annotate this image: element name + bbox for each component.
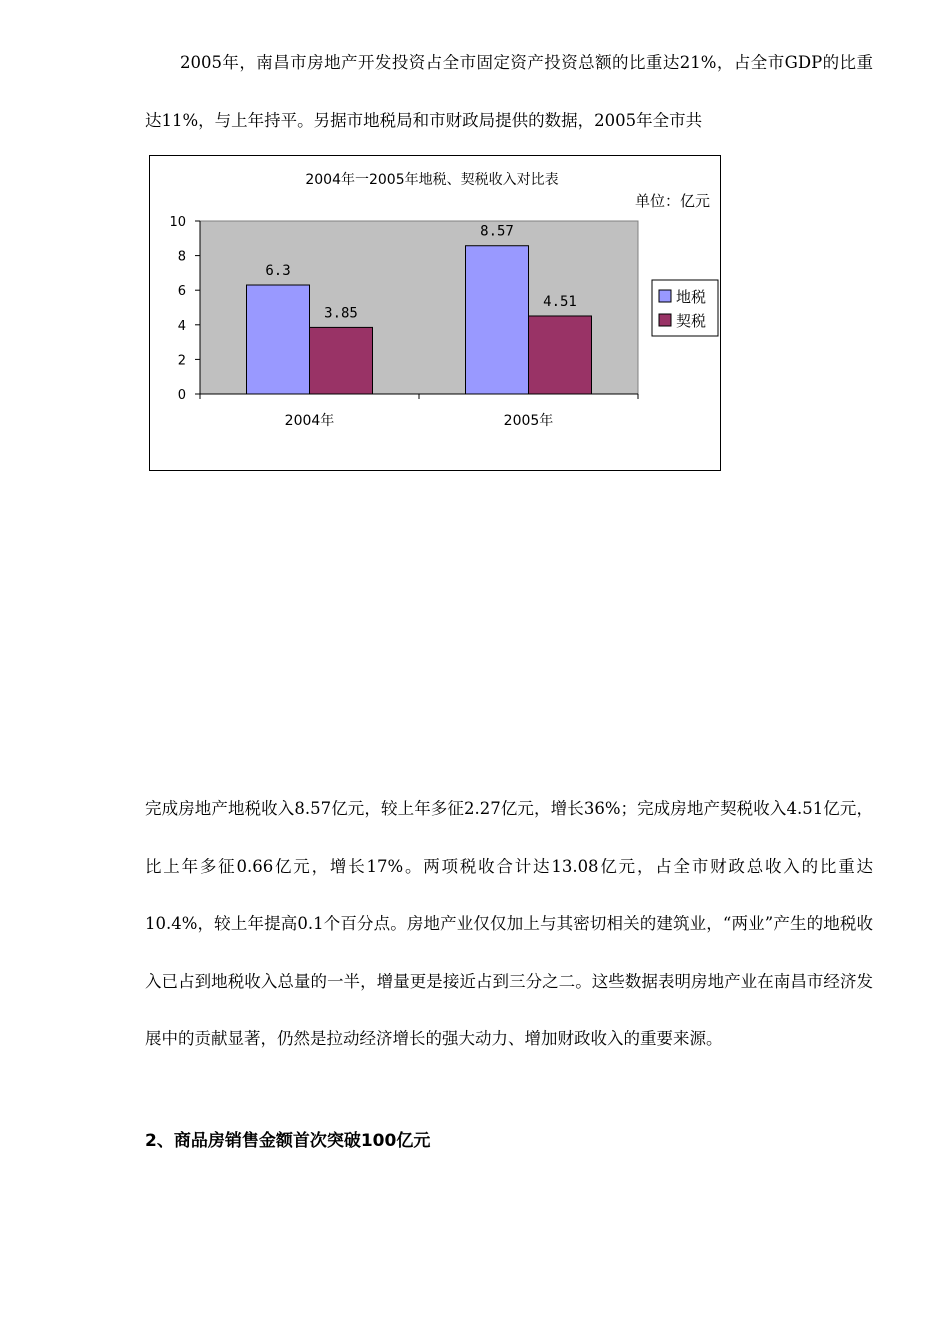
legend-label: 契税 — [676, 312, 707, 330]
paragraph-intro: 2005年，南昌市房地产开发投资占全市固定资产投资总额的比重达21%，占全市GDP的比重达11%，与上年持平。另据市地税局和市财政局提供的数据，2005年全市共 — [145, 53, 873, 130]
y-tick-label: 4 — [177, 318, 186, 334]
y-tick-label: 8 — [177, 249, 186, 265]
legend-swatch — [659, 290, 671, 302]
y-tick-label: 6 — [177, 284, 186, 300]
section-heading: 2、商品房销售金额首次突破100亿元 — [145, 1131, 431, 1151]
y-tick-label: 0 — [177, 388, 186, 403]
legend-label: 地税 — [676, 288, 707, 306]
bar-deed-tax — [529, 316, 592, 394]
data-label: 4.51 — [543, 293, 577, 310]
data-label: 3.85 — [324, 305, 358, 322]
paragraph-tax-revenue: 完成房地产地税收入8.57亿元，较上年多征2.27亿元，增长36%；完成房地产契税收入4.51亿元，比上年多征0.66亿元，增长17%。两项税收合计达13.08亿元，占全市财政总收入的比重达10.4%，较上年提高0.1个百分点。房地产业仅仅加上与其密切相关的建筑业，“两业”产生的地税收入已占到地税收入总量的一半，增量更是接近占到三分之二。这些数据表明房地产业在南昌市经济发展中的贡献显著，仍然是拉动经济增长的强大动力、增加财政收入的重要来源。 — [145, 799, 873, 1048]
tax-comparison-chart — [149, 155, 721, 471]
chart-canvas — [150, 156, 720, 470]
data-label: 6.3 — [265, 263, 291, 280]
y-tick-label: 2 — [177, 353, 186, 369]
y-tick-label: 10 — [169, 215, 186, 230]
bar-land-tax — [247, 285, 310, 394]
x-category-label: 2005年 — [503, 413, 554, 429]
x-axis — [200, 394, 638, 429]
y-axis — [169, 215, 200, 403]
data-label: 8.57 — [480, 223, 514, 240]
legend — [652, 280, 718, 336]
legend-swatch — [659, 314, 671, 326]
bar-land-tax — [466, 246, 529, 394]
x-category-label: 2004年 — [284, 413, 335, 429]
chart-unit-label: 单位：亿元 — [634, 192, 710, 210]
chart-title: 2004年一2005年地税、契税收入对比表 — [305, 172, 559, 188]
bar-deed-tax — [310, 327, 373, 394]
